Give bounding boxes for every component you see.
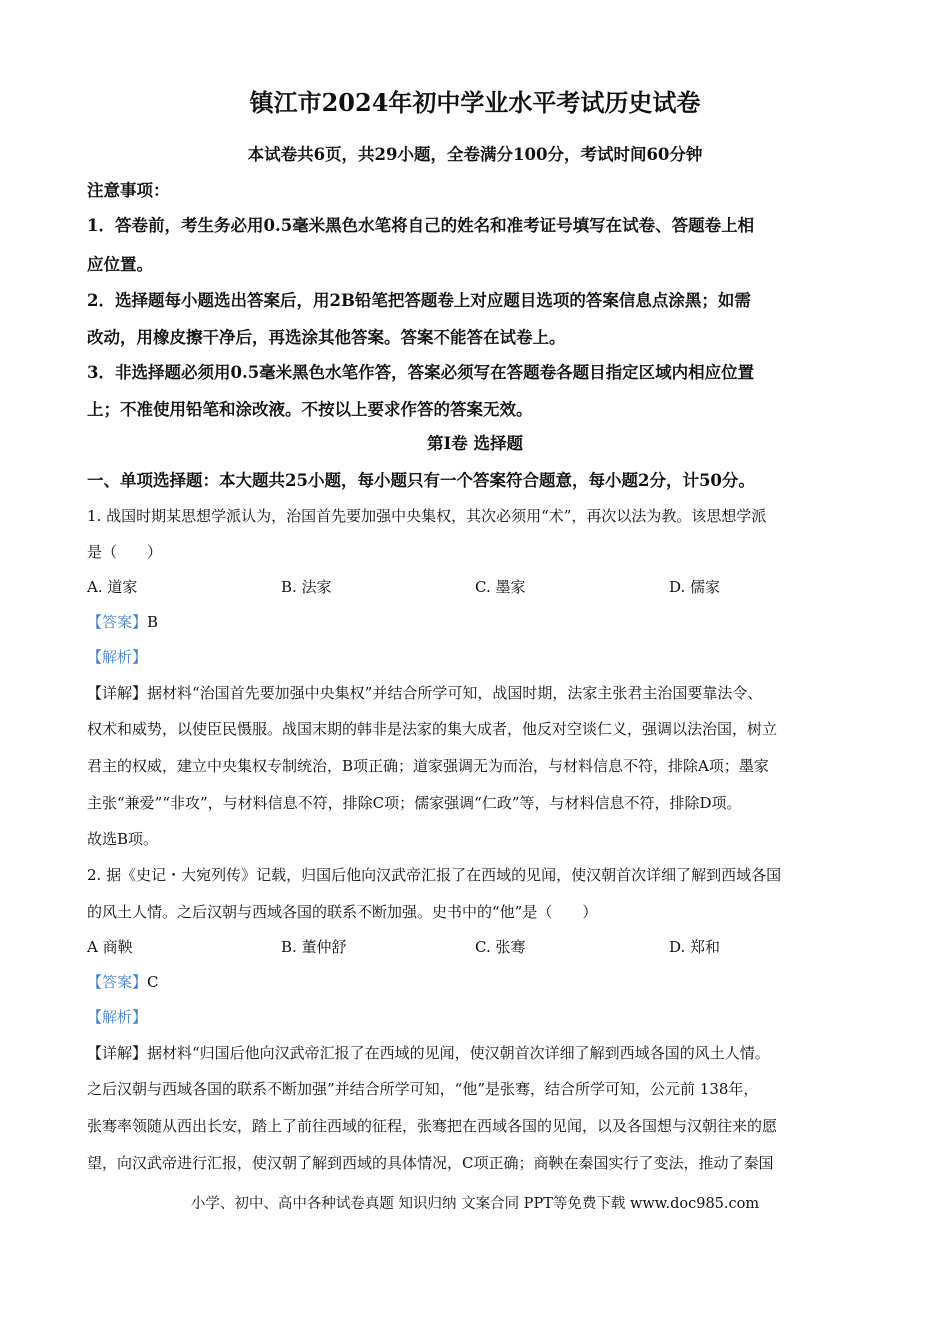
detail-tag: 【详解】	[87, 1044, 148, 1062]
detail-text: 据材料“治国首先要加强中央集权”并结合所学可知，战国时期，法家主张君主治国要靠法令、	[147, 684, 763, 702]
q2-option-d: D. 郑和	[669, 938, 721, 956]
q1-answer	[87, 611, 158, 632]
q1-detail-line: 主张“兼爱”“非攻”，与材料信息不符，排除C项；儒家强调“仁政”等，与材料信息不符，排除D项。	[87, 794, 742, 812]
q1-analysis-tag: 【解析】	[87, 648, 148, 666]
q1-detail-line: 权术和威势，以使臣民慑服。战国末期的韩非是法家的集大成者，他反对空谈仁义，强调以法治国，树立	[87, 720, 778, 738]
question-2-stem: 2. 据《史记・大宛列传》记载，归国后他向汉武帝汇报了在西域的见闻，使汉朝首次详细了解到西域各国	[87, 866, 782, 884]
answer-value: C	[147, 973, 159, 991]
notice-line: 应位置。	[87, 255, 153, 274]
detail-text: 据材料“归国后他向汉武帝汇报了在西域的见闻，使汉朝首次详细了解到西域各国的风土人情。	[147, 1044, 770, 1062]
part-heading: 一、单项选择题：本大题共25小题，每小题只有一个答案符合题意，每小题2分，计50分。	[87, 471, 755, 490]
notice-heading: 注意事项：	[87, 181, 170, 200]
question-1-stem: 是（ ）	[87, 543, 163, 561]
q2-detail-line: 之后汉朝与西域各国的联系不断加强”并结合所学可知，“他”是张骞，结合所学可知，公元前 138年，	[87, 1080, 759, 1098]
q1-detail-line: 故选B项。	[87, 830, 159, 848]
q2-analysis-tag: 【解析】	[87, 1008, 148, 1026]
notice-line: 上；不准使用铅笔和涂改液。不按以上要求作答的答案无效。	[87, 400, 533, 419]
notice-line: 1．答卷前，考生务必用0.5毫米黑色水笔将自己的姓名和准考证号填写在试卷、答题卷上相	[87, 216, 755, 235]
q2-option-a: A 商鞅	[87, 938, 133, 956]
q2-detail	[87, 1042, 770, 1063]
section-title: 第Ⅰ卷 选择题	[427, 434, 523, 453]
page-footer: 小学、初中、高中各种试卷真题 知识归纳 文案合同 PPT等免费下载 www.doc985.com	[190, 1196, 760, 1212]
detail-tag: 【详解】	[87, 684, 148, 702]
exam-subtitle: 本试卷共6页，共29小题，全卷满分100分，考试时间60分钟	[247, 145, 703, 164]
q1-detail-line: 君主的权威，建立中央集权专制统治，B项正确；道家强调无为而治，与材料信息不符，排除A项；墨家	[87, 757, 769, 775]
q2-option-b: B. 董仲舒	[281, 938, 347, 956]
q2-answer	[87, 971, 159, 992]
q1-option-d: D. 儒家	[669, 578, 721, 596]
page-title: 镇江市2024年初中学业水平考试历史试卷	[249, 88, 701, 117]
question-1-stem: 1. 战国时期某思想学派认为，治国首先要加强中央集权，其次必须用“术”，再次以法为教。该思想学派	[87, 507, 767, 525]
notice-line: 改动，用橡皮擦干净后，再选涂其他答案。答案不能答在试卷上。	[87, 328, 566, 347]
q2-detail-line: 望，向汉武帝进行汇报，使汉朝了解到西域的具体情况，C项正确；商鞅在秦国实行了变法，推动了秦国	[87, 1154, 774, 1172]
q1-detail	[87, 682, 762, 703]
answer-value: B	[147, 613, 159, 631]
answer-tag: 【答案】	[87, 973, 148, 991]
answer-tag: 【答案】	[87, 613, 148, 631]
question-2-stem: 的风土人情。之后汉朝与西域各国的联系不断加强。史书中的“他”是（ ）	[87, 903, 598, 921]
q1-option-a: A. 道家	[87, 578, 138, 596]
notice-line: 2．选择题每小题选出答案后，用2B铅笔把答题卷上对应题目选项的答案信息点涂黑；如需	[87, 291, 751, 310]
notice-line: 3．非选择题必须用0.5毫米黑色水笔作答，答案必须写在答题卷各题目指定区域内相应位置	[87, 363, 755, 382]
q1-option-c: C. 墨家	[475, 578, 526, 596]
q1-option-b: B. 法家	[281, 578, 332, 596]
q2-detail-line: 张骞率领随从西出长安，踏上了前往西域的征程，张骞把在西域各国的见闻，以及各国想与汉朝往来的愿	[87, 1117, 778, 1135]
q2-option-c: C. 张骞	[475, 938, 526, 956]
